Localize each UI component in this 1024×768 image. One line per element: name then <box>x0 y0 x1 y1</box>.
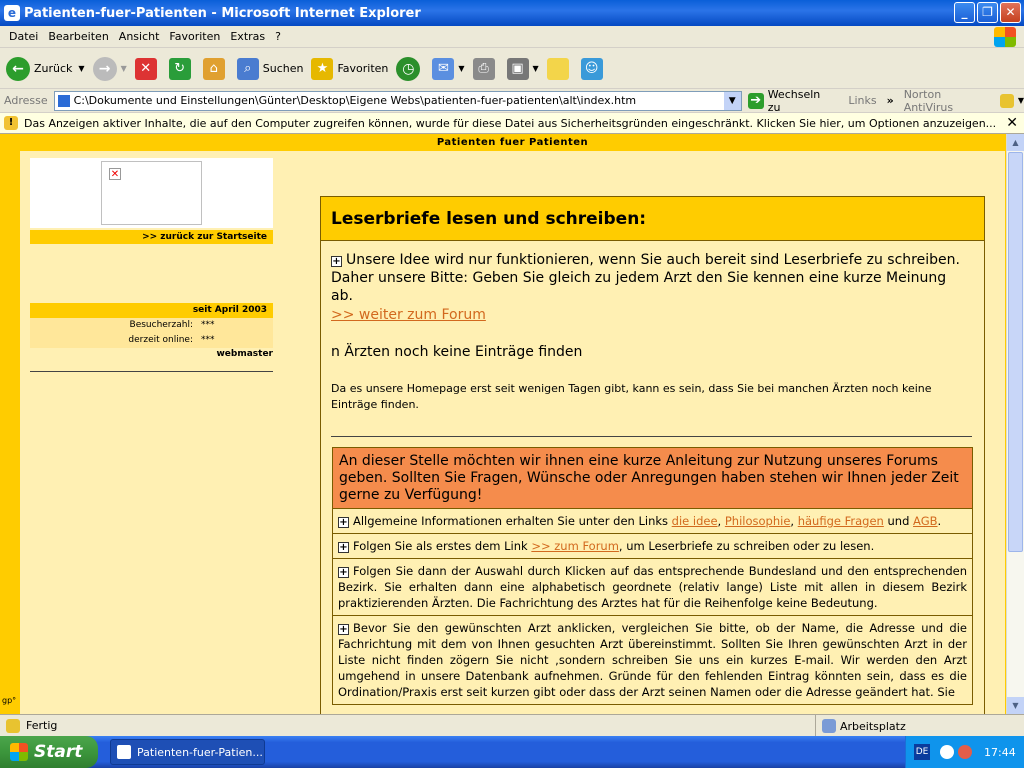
guide-row: + Folgen Sie als erstes dem Link >> zum Forum, um Leserbriefe zu schreiben oder zu lesen. <box>333 534 972 559</box>
go-arrow-icon: ➔ <box>748 93 764 109</box>
address-input[interactable] <box>54 91 742 111</box>
norton-icon[interactable] <box>1000 94 1014 108</box>
mail-dropdown-icon[interactable]: ▼ <box>458 64 465 73</box>
favorites-button[interactable]: ★ Favoriten <box>311 58 388 80</box>
ie-icon: e <box>4 5 20 21</box>
language-indicator[interactable]: DE <box>914 744 930 760</box>
web-page <box>20 134 1005 714</box>
forward-button[interactable] <box>93 57 127 81</box>
shield-icon: ! <box>4 116 18 130</box>
note-text: Da es unsere Homepage erst seit wenigen Tagen gibt, kann es sein, dass Sie bei manchen Ärzten noch keine Einträge finden. <box>331 382 932 411</box>
maximize-button[interactable]: ❐ <box>977 2 998 23</box>
go-button[interactable]: ➔ Wechseln zu <box>748 88 837 114</box>
visitors-label: Besucherzahl: <box>129 320 193 330</box>
page-viewport <box>0 134 1024 714</box>
links-label[interactable]: Links <box>848 94 877 107</box>
taskbar <box>0 736 1024 768</box>
search-button[interactable]: ⌕ Suchen <box>237 58 304 80</box>
guide-row: + Folgen Sie dann der Auswahl durch Klicken auf das entsprechende Bundesland und den entsprechenden Bezirk. Sie erhalten dann eine alphabetisch geordnete (relativ lange) Liste mit allen in diesem Bezirk praktizierenden Ärzten. Die Fachrichtung des Arztes hat für die Reihenfolge keine Bedeutung. <box>333 559 972 616</box>
forward-dropdown-icon[interactable]: ▼ <box>120 64 127 73</box>
menu-favoriten[interactable]: Favoriten <box>169 30 221 43</box>
vertical-scrollbar[interactable] <box>1006 134 1024 714</box>
online-row <box>30 333 273 348</box>
home-icon[interactable]: ⌂ <box>203 58 225 80</box>
plus-box-icon: + <box>339 624 348 635</box>
window-title: Patienten-fuer-Patienten - Microsoft Internet Explorer <box>24 5 421 21</box>
address-bar <box>0 89 1024 113</box>
computer-icon <box>822 719 836 733</box>
system-tray <box>905 736 1024 768</box>
faq-link[interactable]: häufige Fragen <box>797 514 884 528</box>
status-bar <box>0 714 1024 736</box>
notes-icon[interactable] <box>547 58 569 80</box>
guide-row: + Allgemeine Informationen erhalten Sie unter den Links die idee, Philosophie, häufige Fragen und AGB. <box>333 509 972 534</box>
close-icon[interactable]: ✕ <box>1006 115 1018 131</box>
menu-extras[interactable]: Extras <box>230 30 266 43</box>
print-icon[interactable]: ⎙ <box>473 58 495 80</box>
plus-box-icon: + <box>339 567 348 578</box>
menu-ansicht[interactable]: Ansicht <box>118 30 160 43</box>
start-button[interactable]: Start <box>0 736 98 768</box>
forum-link[interactable]: >> weiter zum Forum <box>331 307 486 323</box>
menu-help[interactable]: ? <box>275 30 281 43</box>
close-button[interactable]: ✕ <box>1000 2 1021 23</box>
scroll-down-icon[interactable]: ▼ <box>1007 697 1024 714</box>
broken-image-icon: ✕ <box>110 169 120 180</box>
scroll-up-icon[interactable]: ▲ <box>1007 134 1024 151</box>
address-label: Adresse <box>4 94 48 107</box>
title-bar <box>0 0 1024 26</box>
ie-task-icon <box>117 745 131 759</box>
plus-box-icon: + <box>339 542 348 553</box>
windows-logo-icon <box>994 27 1016 47</box>
infobar-text: Das Anzeigen aktiver Inhalte, die auf den Computer zugreifen können, wurde für diese Datei aus Sicherheitsgründen eingeschränkt. Klicken Sie hier, um Optionen anzuzeigen... <box>24 116 997 130</box>
stop-icon[interactable]: ✕ <box>135 58 157 80</box>
back-to-start-link[interactable]: >> zurück zur Startseite <box>30 230 273 244</box>
divider <box>331 436 972 437</box>
windows-flag-icon <box>10 743 28 761</box>
guide-header: An dieser Stelle möchten wir ihnen eine kurze Anleitung zur Nutzung unseres Forums geben. Sollten Sie Fragen, Wünsche oder Anregungen haben stehen wir Ihnen jeder Zeit gerne zu Verfügung! <box>333 448 972 509</box>
taskbar-item[interactable]: Patienten-fuer-Patien... <box>110 739 265 765</box>
minimize-button[interactable]: _ <box>954 2 975 23</box>
forward-arrow-icon: → <box>93 57 117 81</box>
divider <box>30 371 273 372</box>
zone-text: Arbeitsplatz <box>840 719 906 733</box>
norton-dropdown-icon[interactable]: ▼ <box>1017 96 1024 105</box>
tray-icon[interactable] <box>940 745 954 759</box>
back-button[interactable]: ← Zurück ▼ <box>6 57 85 81</box>
toolbar <box>0 49 1024 89</box>
agb-link[interactable]: AGB <box>913 514 938 528</box>
guide-row: + Bevor Sie den gewünschten Arzt anklicken, vergleichen Sie bitte, ob der Name, die Adresse und die Fachrichtung mit dem von Ihnen gesuchten Arzt übereinstimmt. Sollten Sie Ihren gewünschten Arzt in der Liste nicht finden zögern Sie nicht ,sondern schreiben Sie uns ein kurzes E-mail. Wir werden den Arzt umgehend in unsere Datenbank aufnehmen. Gründe für den fehlenden Eintrag könnten sein, dass es die Ordination/Praxis erst seit kurzen gibt oder dass der Arzt seinen Namen oder die Adresse geändert hat. Sie <box>338 621 967 699</box>
address-dropdown-icon[interactable]: ▼ <box>724 92 741 110</box>
edit-dropdown-icon[interactable]: ▼ <box>532 64 539 73</box>
idee-link[interactable]: die idee <box>671 514 718 528</box>
security-infobar[interactable] <box>0 113 1024 134</box>
back-dropdown-icon[interactable]: ▼ <box>78 64 85 73</box>
menu-datei[interactable]: Datei <box>9 30 39 43</box>
online-value: *** <box>201 335 215 345</box>
status-shield-icon <box>6 719 20 733</box>
visitors-row <box>30 318 273 333</box>
messenger-icon[interactable]: ☺ <box>581 58 603 80</box>
address-value: C:\Dokumente und Einstellungen\Günter\Desktop\Eigene Webs\patienten-fuer-patienten\alt\index.htm <box>73 94 637 107</box>
status-text: Fertig <box>26 719 58 732</box>
logo-placeholder <box>30 158 273 228</box>
main-panel <box>320 196 985 714</box>
scroll-thumb[interactable] <box>1008 152 1023 552</box>
webmaster-link[interactable]: webmaster <box>216 349 273 359</box>
marquee-text: n Ärzten noch keine Einträge finden <box>331 344 583 360</box>
page-icon <box>58 95 70 107</box>
online-label: derzeit online: <box>128 335 193 345</box>
star-icon: ★ <box>311 58 333 80</box>
since-label: seit April 2003 <box>30 303 273 318</box>
menu-bar <box>0 26 1024 48</box>
to-forum-link[interactable]: >> zum Forum <box>531 539 619 553</box>
chevron-icon[interactable]: » <box>886 94 894 107</box>
search-icon: ⌕ <box>237 58 259 80</box>
gp-mark: gp° <box>2 696 17 705</box>
clock: 17:44 <box>984 745 1016 759</box>
zone-indicator <box>815 715 906 737</box>
history-icon[interactable]: ◷ <box>396 57 420 81</box>
guide-table <box>332 447 973 705</box>
main-title: Leserbriefe lesen und schreiben: <box>321 197 984 241</box>
philosophie-link[interactable]: Philosophie <box>724 514 791 528</box>
page-header: Patienten fuer Patienten <box>20 134 1005 151</box>
back-arrow-icon: ← <box>6 57 30 81</box>
tray-alert-icon[interactable] <box>958 745 972 759</box>
refresh-icon[interactable]: ↻ <box>169 58 191 80</box>
visitors-value: *** <box>201 320 215 330</box>
intro-text: + Unsere Idee wird nur funktionieren, wenn Sie auch bereit sind Leserbriefe zu schreiben. Daher unsere Bitte: Geben Sie gleich zu jedem Arzt den Sie kennen eine kurze Meinung ab. <box>331 252 960 304</box>
plus-box-icon: + <box>339 517 348 528</box>
mail-icon[interactable]: ✉ <box>432 58 454 80</box>
broken-image <box>101 161 202 225</box>
norton-label[interactable]: Norton AntiVirus <box>903 87 954 114</box>
menu-bearbeiten[interactable]: Bearbeiten <box>48 30 109 43</box>
edit-icon[interactable]: ▣ <box>507 58 529 80</box>
plus-box-icon: + <box>332 256 341 267</box>
